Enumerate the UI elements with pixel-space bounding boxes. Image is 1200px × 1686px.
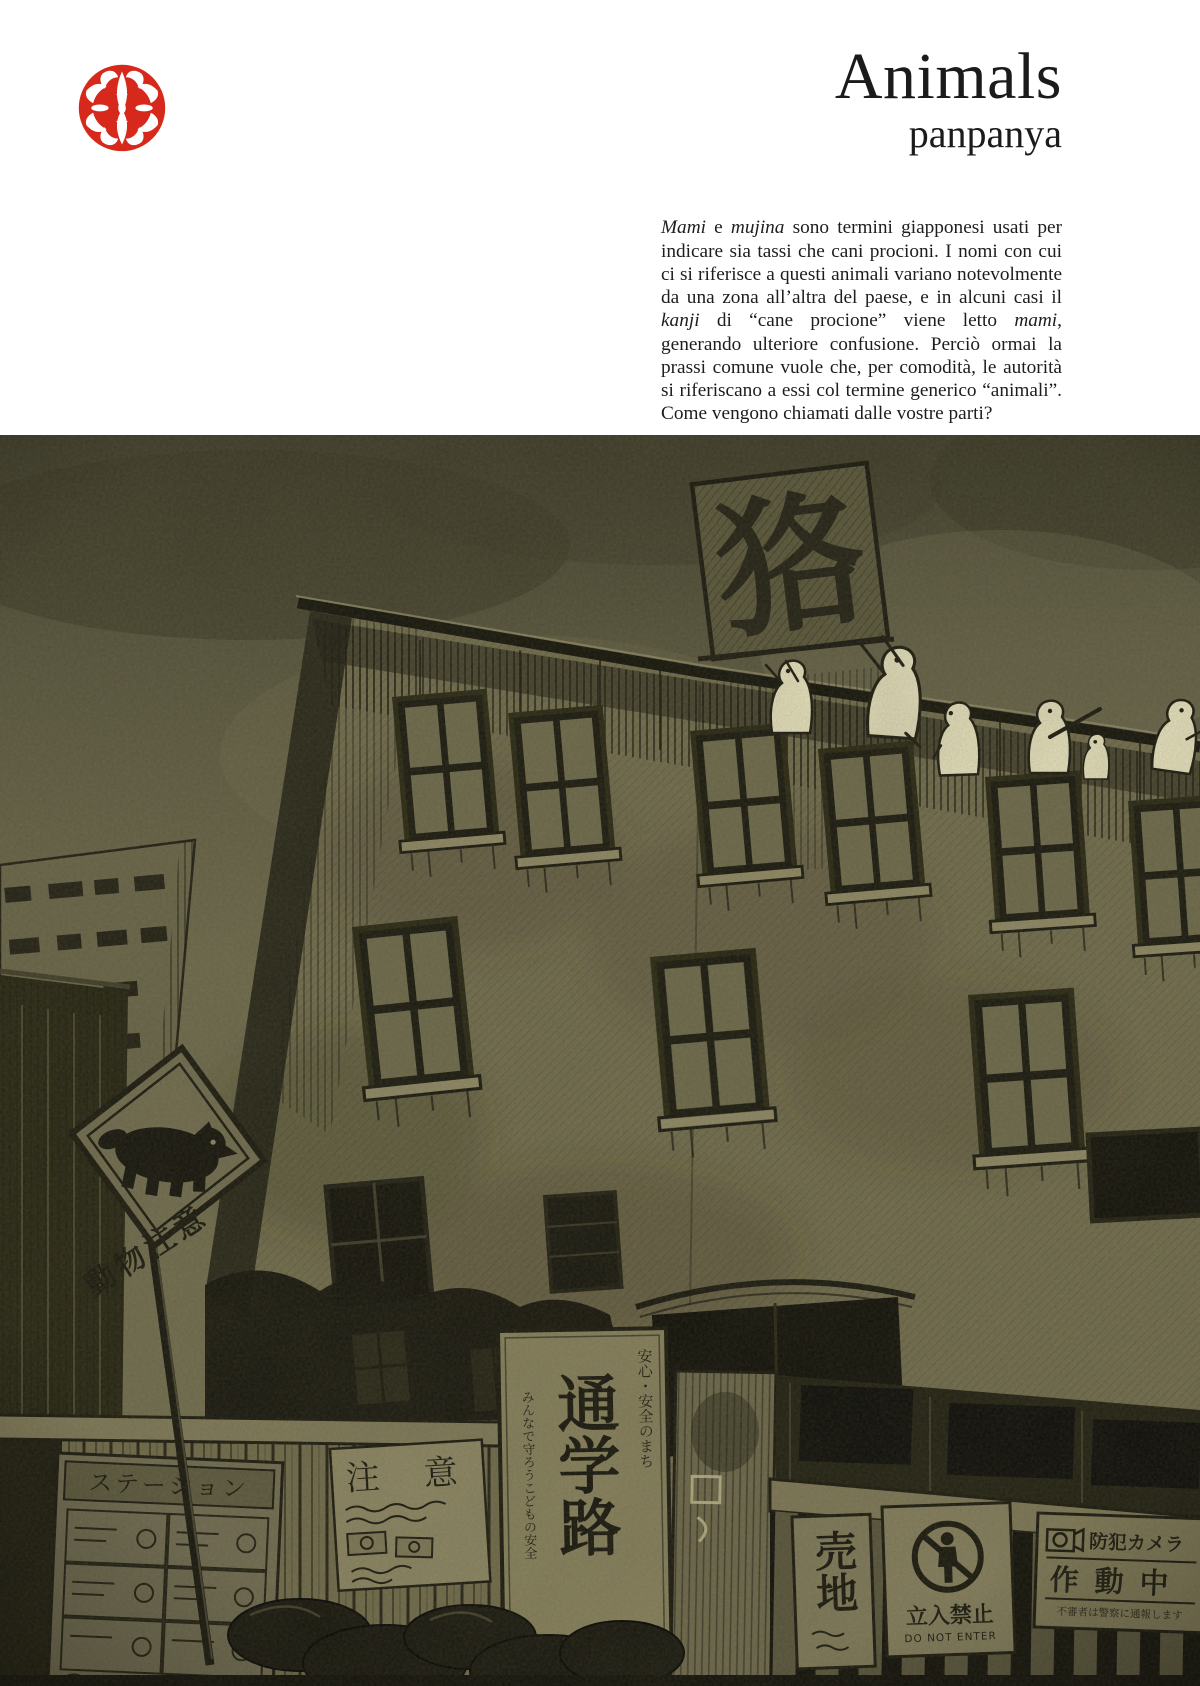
publisher-logo-icon [74, 50, 170, 164]
page-author: panpanya [908, 111, 1062, 157]
masthead [835, 42, 1062, 155]
page-title: Animals [834, 40, 1062, 113]
page-header [0, 0, 1200, 435]
illustration-canvas [0, 435, 1200, 1686]
vignette [0, 435, 1200, 1686]
intro-paragraph: Mami e mujina sono termini giapponesi usati per indicare sia tassi che cani procioni. I nomi con cui ci si riferisce a questi animali variano notevolmente da una zona all’altra del paese, e in alcuni casi il kanji di “cane procione” viene letto mami, generando ulteriore confusione. Perciò ormai la prassi comune vuole che, per comodità, le autorità si riferiscano a essi col termine generico “animali”. Come vengono chiamati dalle vostre parti? [661, 217, 1062, 425]
illustration [0, 435, 1200, 1686]
